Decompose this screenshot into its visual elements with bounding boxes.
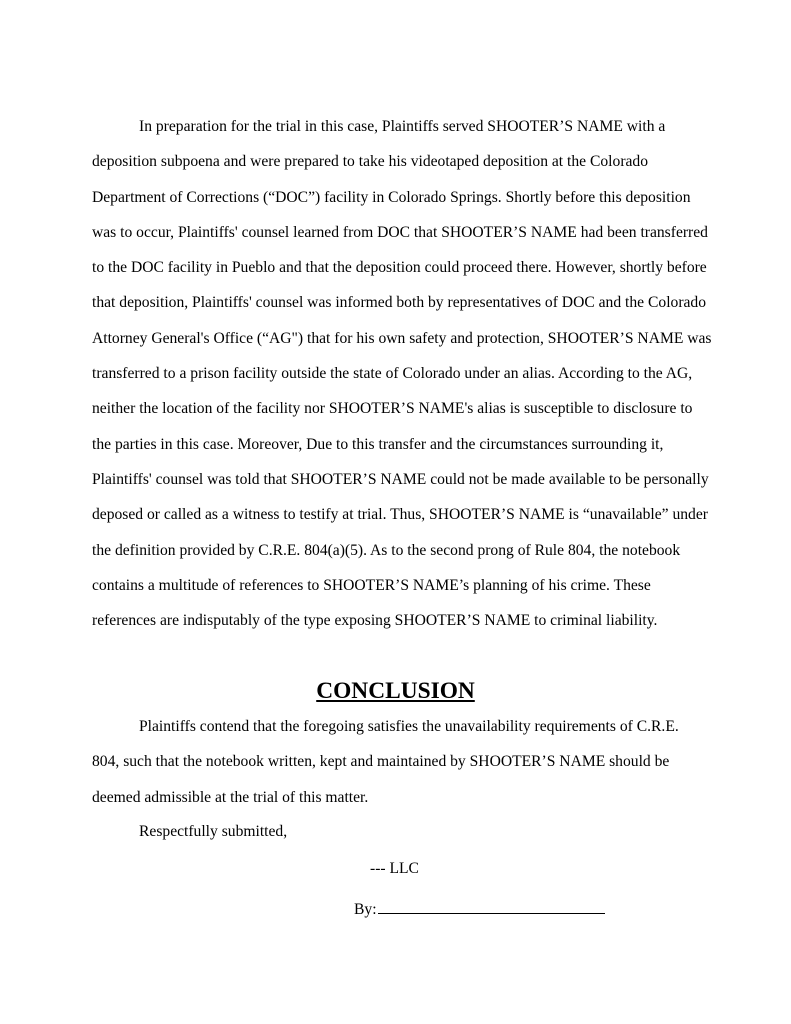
signature-block bbox=[354, 897, 605, 922]
firm-name: --- LLC bbox=[370, 860, 419, 877]
body-paragraph-argument: In preparation for the trial in this case, Plaintiffs served SHOOTER’S NAME with a deposition subpoena and were prepared to take his videotaped deposition at the Colorado Department of Corrections (“DOC”) facility in Colorado Springs. Shortly before this deposition was to occur, Plaintiffs' counsel learned from DOC that SHOOTER’S NAME had been transferred to the DOC facility in Pueblo and that the deposition could proceed there. However, shortly before that deposition, Plaintiffs' counsel was informed both by representatives of DOC and the Colorado Attorney General's Office (“AG") that for his own safety and protection, SHOOTER’S NAME was transferred to a prison facility outside the state of Colorado under an alias. According to the AG, neither the location of the facility nor SHOOTER’S NAME's alias is susceptible to disclosure to the parties in this case. Moreover, Due to this transfer and the circumstances surrounding it, Plaintiffs' counsel was told that SHOOTER’S NAME could not be made available to be personally deposed or called as a witness to testify at trial. Thus, SHOOTER’S NAME is “unavailable” under the definition provided by C.R.E. 804(a)(5). As to the second prong of Rule 804, the notebook contains a multitude of references to SHOOTER’S NAME’s planning of his crime. These references are indisputably of the type exposing SHOOTER’S NAME to criminal liability. bbox=[92, 118, 712, 630]
closing-salutation: Respectfully submitted, bbox=[139, 823, 288, 840]
section-heading-conclusion: CONCLUSION bbox=[316, 678, 475, 704]
signature-line bbox=[378, 897, 605, 914]
body-paragraph-conclusion: Plaintiffs contend that the foregoing satisfies the unavailability requirements of C.R.E. 804, such that the notebook written, kept and maintained by SHOOTER’S NAME should be deemed admissible at the trial of this matter. bbox=[92, 718, 679, 806]
by-label: By: bbox=[354, 901, 377, 918]
